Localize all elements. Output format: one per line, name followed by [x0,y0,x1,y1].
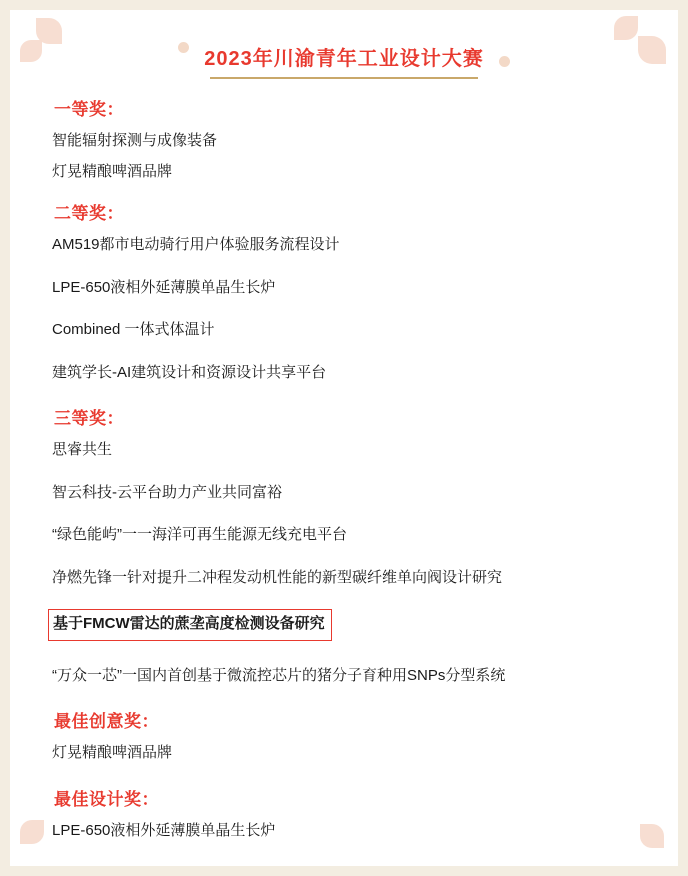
award-entry: Combined 一体式体温计 [52,321,215,338]
award-entry: “万众一芯”一国内首创基于微流控芯片的猪分子育种用SNPs分型系统 [52,666,506,684]
award-entry: LPE-650液相外延薄膜单晶生长炉 [52,821,276,839]
award-entry: 智云科技-云平台助力产业共同富裕 [52,483,282,501]
award-entry: “绿色能屿”一一海洋可再生能源无线充电平台 [52,526,347,543]
award-heading: 一等奖： [54,100,124,119]
award-heading: 三等奖： [54,409,124,428]
award-group [44,707,644,765]
page-title-wrapper [44,40,644,77]
document-content [10,10,678,866]
award-group [44,404,644,687]
page-title [178,40,510,77]
award-entry: 净燃先锋一针对提升二冲程发动机性能的新型碳纤维单向阀设计研究 [52,568,503,586]
award-entry: 思睿共生 [52,441,113,458]
award-entry: LPE-650液相外延薄膜单晶生长炉 [52,278,276,296]
title-dot-icon [178,42,189,53]
award-group [44,785,644,843]
award-group [44,95,644,183]
page-title-text: 2023年川渝青年工业设计大赛 [204,48,484,70]
award-entry: 灯晃精酿啤酒品牌 [52,744,173,761]
title-dot-icon [499,56,510,67]
award-entry-row [44,609,644,651]
award-group [44,199,644,384]
award-list [44,95,644,842]
award-heading: 二等奖： [54,204,124,223]
award-entry: 智能辐射探测与成像装备 [52,132,218,149]
title-underline [210,77,478,79]
award-entry: 灯晃精酿啤酒品牌 [52,162,173,180]
award-entry: 建筑学长-AI建筑设计和资源设计共享平台 [52,363,327,381]
award-heading: 最佳创意奖： [54,712,159,731]
award-entry: AM519都市电动骑行用户体验服务流程设计 [52,236,340,253]
award-heading: 最佳设计奖： [54,789,159,809]
award-entry-highlighted: 基于FMCW雷达的蔗垄高度检测设备研究 [48,609,332,641]
